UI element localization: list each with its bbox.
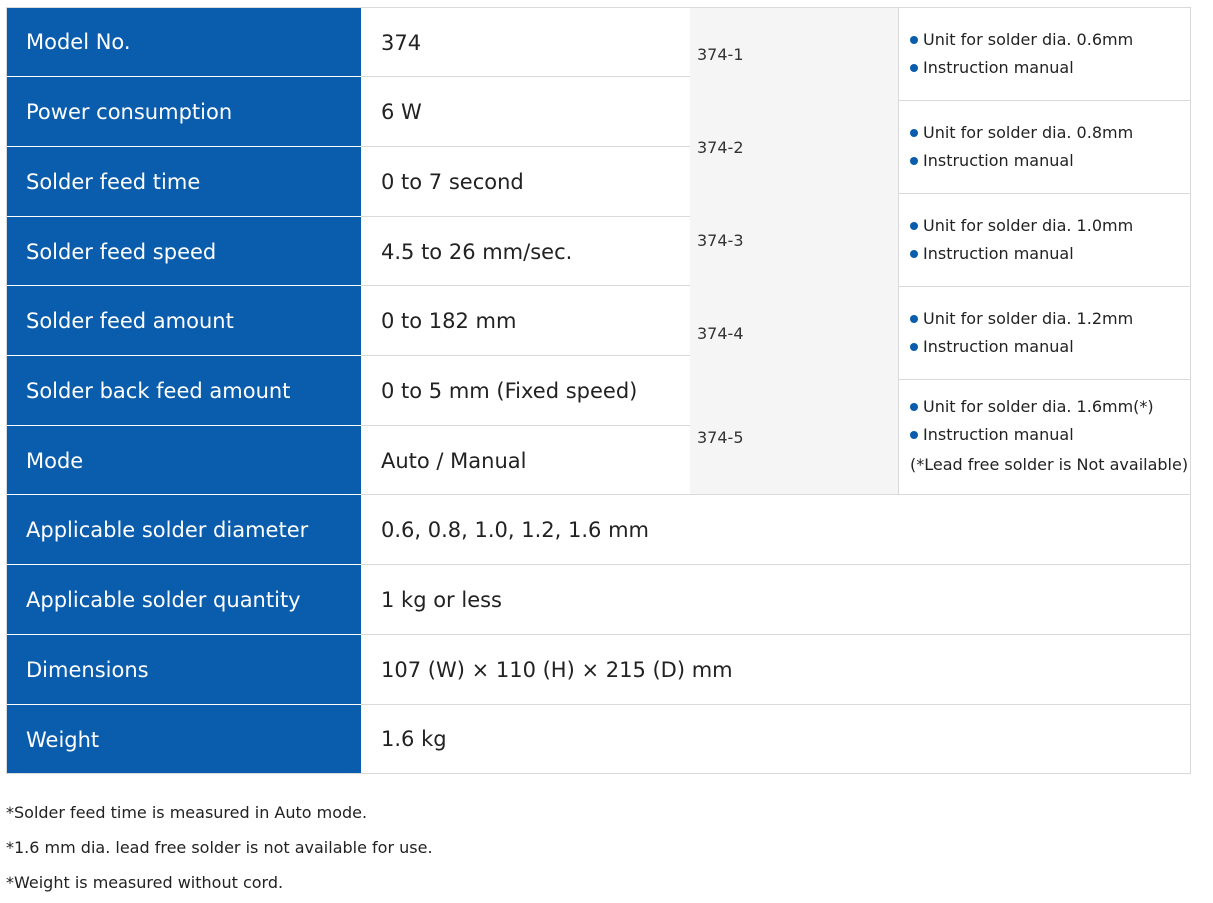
- spec-label: Weight: [6, 704, 361, 774]
- spec-value: 4.5 to 26 mm/sec.: [361, 216, 690, 286]
- spec-value: 0.6, 0.8, 1.0, 1.2, 1.6 mm: [361, 494, 1191, 564]
- variant-row: [690, 380, 1191, 494]
- spec-row-diameter: [6, 494, 1191, 564]
- footnote: *Solder feed time is measured in Auto mode.: [6, 803, 368, 822]
- spec-row-weight: [6, 704, 1191, 774]
- variant-contents: [898, 101, 1191, 194]
- footnotes: [6, 798, 433, 903]
- variant-row: [690, 8, 1191, 101]
- spec-value: 1 kg or less: [361, 564, 1191, 634]
- variant-code: 374-3: [690, 194, 898, 287]
- bullet-icon: [910, 431, 918, 439]
- list-item: Instruction manual: [910, 240, 1190, 268]
- spec-label: Mode: [6, 425, 361, 495]
- spec-label: Solder feed amount: [6, 285, 361, 355]
- list-item: Unit for solder dia. 0.6mm: [910, 26, 1190, 54]
- bullet-icon: [910, 403, 918, 411]
- variant-contents: [898, 380, 1191, 494]
- bullet-icon: [910, 129, 918, 137]
- spec-label: Model No.: [6, 7, 361, 77]
- variant-row: [690, 287, 1191, 380]
- list-item: Instruction manual: [910, 333, 1190, 361]
- spec-label: Solder feed speed: [6, 216, 361, 286]
- variant-contents: [898, 194, 1191, 287]
- variant-code: 374-2: [690, 101, 898, 194]
- spec-value: 6 W: [361, 76, 690, 146]
- variant-contents: [898, 287, 1191, 380]
- list-item: Unit for solder dia. 1.2mm: [910, 305, 1190, 333]
- list-item: Unit for solder dia. 1.6mm(*): [910, 393, 1190, 421]
- spec-value: 0 to 182 mm: [361, 285, 690, 355]
- spec-value: 374: [361, 7, 690, 77]
- spec-label: Solder feed time: [6, 146, 361, 216]
- list-item: Unit for solder dia. 1.0mm: [910, 212, 1190, 240]
- spec-row-dimensions: [6, 634, 1191, 704]
- spec-value: 107 (W) × 110 (H) × 215 (D) mm: [361, 634, 1191, 704]
- variant-contents: [898, 8, 1191, 101]
- list-item: Unit for solder dia. 0.8mm: [910, 119, 1190, 147]
- bullet-icon: [910, 343, 918, 351]
- bullet-icon: [910, 222, 918, 230]
- spec-label: Dimensions: [6, 634, 361, 704]
- variant-note: (*Lead free solder is Not available): [910, 455, 1189, 474]
- variant-code: 374-1: [690, 8, 898, 101]
- spec-row-quantity: [6, 564, 1191, 634]
- bullet-icon: [910, 315, 918, 323]
- variant-code: 374-5: [690, 380, 898, 494]
- footnote: *1.6 mm dia. lead free solder is not available for use.: [6, 838, 433, 857]
- list-item: Instruction manual: [910, 54, 1190, 82]
- spec-label: Applicable solder diameter: [6, 494, 361, 564]
- bullet-icon: [910, 250, 918, 258]
- bullet-icon: [910, 36, 918, 44]
- spec-value: 0 to 7 second: [361, 146, 690, 216]
- spec-value: 1.6 kg: [361, 704, 1191, 774]
- spec-label: Applicable solder quantity: [6, 564, 361, 634]
- variant-row: [690, 101, 1191, 194]
- spec-value: 0 to 5 mm (Fixed speed): [361, 355, 690, 425]
- footnote: *Weight is measured without cord.: [6, 873, 284, 892]
- variant-table: [690, 8, 1191, 494]
- spec-value: Auto / Manual: [361, 425, 690, 495]
- bullet-icon: [910, 64, 918, 72]
- variant-row: [690, 194, 1191, 287]
- bullet-icon: [910, 157, 918, 165]
- spec-label: Solder back feed amount: [6, 355, 361, 425]
- list-item: Instruction manual: [910, 147, 1190, 175]
- spec-label: Power consumption: [6, 76, 361, 146]
- list-item: Instruction manual: [910, 421, 1190, 449]
- variant-code: 374-4: [690, 287, 898, 380]
